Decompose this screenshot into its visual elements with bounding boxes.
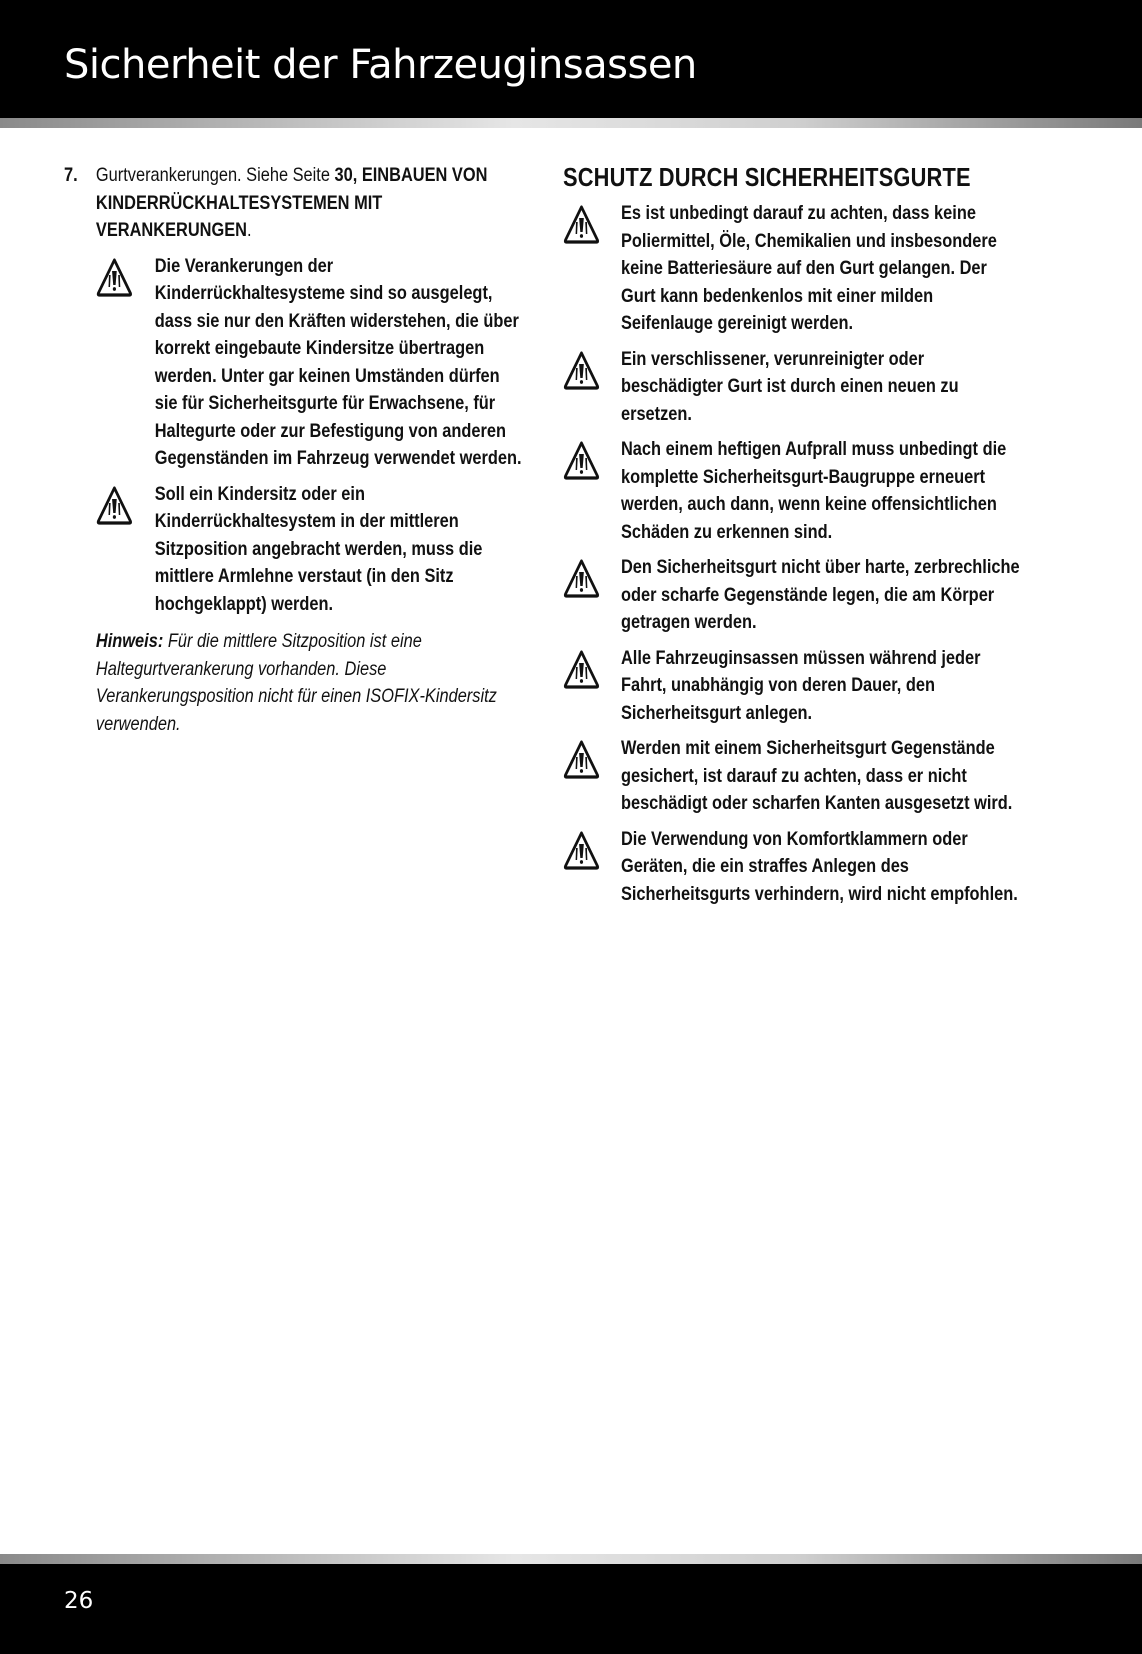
warning-text: Nach einem heftigen Aufprall muss unbedingt die komplette Sicherheitsgurt-Baugruppe erneuert werden, auch dann, wenn keine offensichtlichen Schäden zu erkennen sind. <box>620 438 1007 543</box>
warning-text: Werden mit einem Sicherheitsgurt Gegenstände gesichert, ist darauf zu achten, dass er nicht beschädigt oder scharfen Kanten ausgesetzt wird. <box>620 737 1013 814</box>
warning-triangle-icon <box>563 830 600 870</box>
warning-triangle-icon <box>563 204 600 244</box>
page-title: Sicherheit der Fahrzeuginsassen <box>64 42 697 88</box>
step-text-suffix: . <box>247 219 252 241</box>
warning-block <box>563 200 1023 338</box>
warning-block <box>563 346 1023 429</box>
warning-triangle-icon <box>563 440 600 480</box>
warning-block <box>96 253 524 473</box>
warning-text: Den Sicherheitsgurt nicht über harte, zerbrechliche oder scharfe Gegenstände legen, die am Körper getragen werden. <box>620 556 1020 633</box>
warning-triangle-icon <box>563 649 600 689</box>
warning-block <box>563 735 1023 818</box>
warning-triangle-icon <box>96 257 133 297</box>
warning-block <box>563 826 1023 909</box>
warning-text: Die Verankerungen der Kinderrückhaltesysteme sind so ausgelegt, dass sie nur den Kräften widerstehen, die über korrekt eingebaute Kindersitze übertragen werden. Unter gar keinen Umständen dürfen sie für Sicherheitsgurte für Erwachsene, für Haltegurte oder zur Befestigung von anderen Gegenständen im Fahrzeug verwendet werden. <box>154 254 522 469</box>
warning-block <box>563 645 1023 728</box>
warning-triangle-icon <box>563 739 600 779</box>
section-heading: SCHUTZ DURCH SICHERHEITSGURTE <box>563 162 971 192</box>
warning-block <box>563 554 1023 637</box>
warning-text: Alle Fahrzeuginsassen müssen während jeder Fahrt, unabhängig von deren Dauer, den Sicherheitsgurt anlegen. <box>620 646 981 724</box>
warning-text: Ein verschlissener, verunreinigter oder beschädigter Gurt ist durch einen neuen zu ersetzen. <box>620 347 959 425</box>
step-text <box>96 162 524 245</box>
header-divider <box>0 118 1142 128</box>
note-label: Hinweis: <box>95 630 164 652</box>
note <box>96 628 524 738</box>
warning-triangle-icon <box>96 485 133 525</box>
warning-triangle-icon <box>563 558 600 598</box>
warning-block <box>96 481 524 619</box>
page-footer <box>0 1564 1142 1654</box>
step-text-prefix: Gurtverankerungen. Siehe Seite <box>95 164 335 186</box>
step-item <box>64 162 524 245</box>
warning-text: Die Verwendung von Komfortklammern oder Geräten, die ein straffes Anlegen des Sicherheitsgurts verhindern, wird nicht empfohlen. <box>620 827 1018 905</box>
warning-text: Es ist unbedingt darauf zu achten, dass keine Poliermittel, Öle, Chemikalien und insbesondere keine Batteriesäure auf den Gurt gelangen. Der Gurt kann bedenkenlos mit einer milden Seifenlauge gereinigt werden. <box>620 202 997 334</box>
note-text: Für die mittlere Sitzposition ist eine Haltegurtverankerung vorhanden. Diese Verankerungsposition nicht für einen ISOFIX-Kindersitz verwenden. <box>95 630 497 735</box>
warning-block <box>563 436 1023 546</box>
left-column <box>64 162 524 738</box>
warning-triangle-icon <box>563 350 600 390</box>
warning-text: Soll ein Kindersitz oder ein Kinderrückhaltesystem in der mittleren Sitzposition angebracht werden, muss die mittlere Armlehne verstaut (in den Sitz hochgeklappt) werden. <box>154 482 483 615</box>
right-column <box>563 162 1023 908</box>
step-cross-reference: 30, EINBAUEN VON KINDERRÜCKHALTESYSTEMEN MIT VERANKERUNGEN <box>95 164 488 241</box>
page-header <box>0 0 1142 118</box>
step-number: 7. <box>64 164 78 186</box>
footer-divider <box>0 1554 1142 1564</box>
page-number: 26 <box>64 1588 94 1614</box>
